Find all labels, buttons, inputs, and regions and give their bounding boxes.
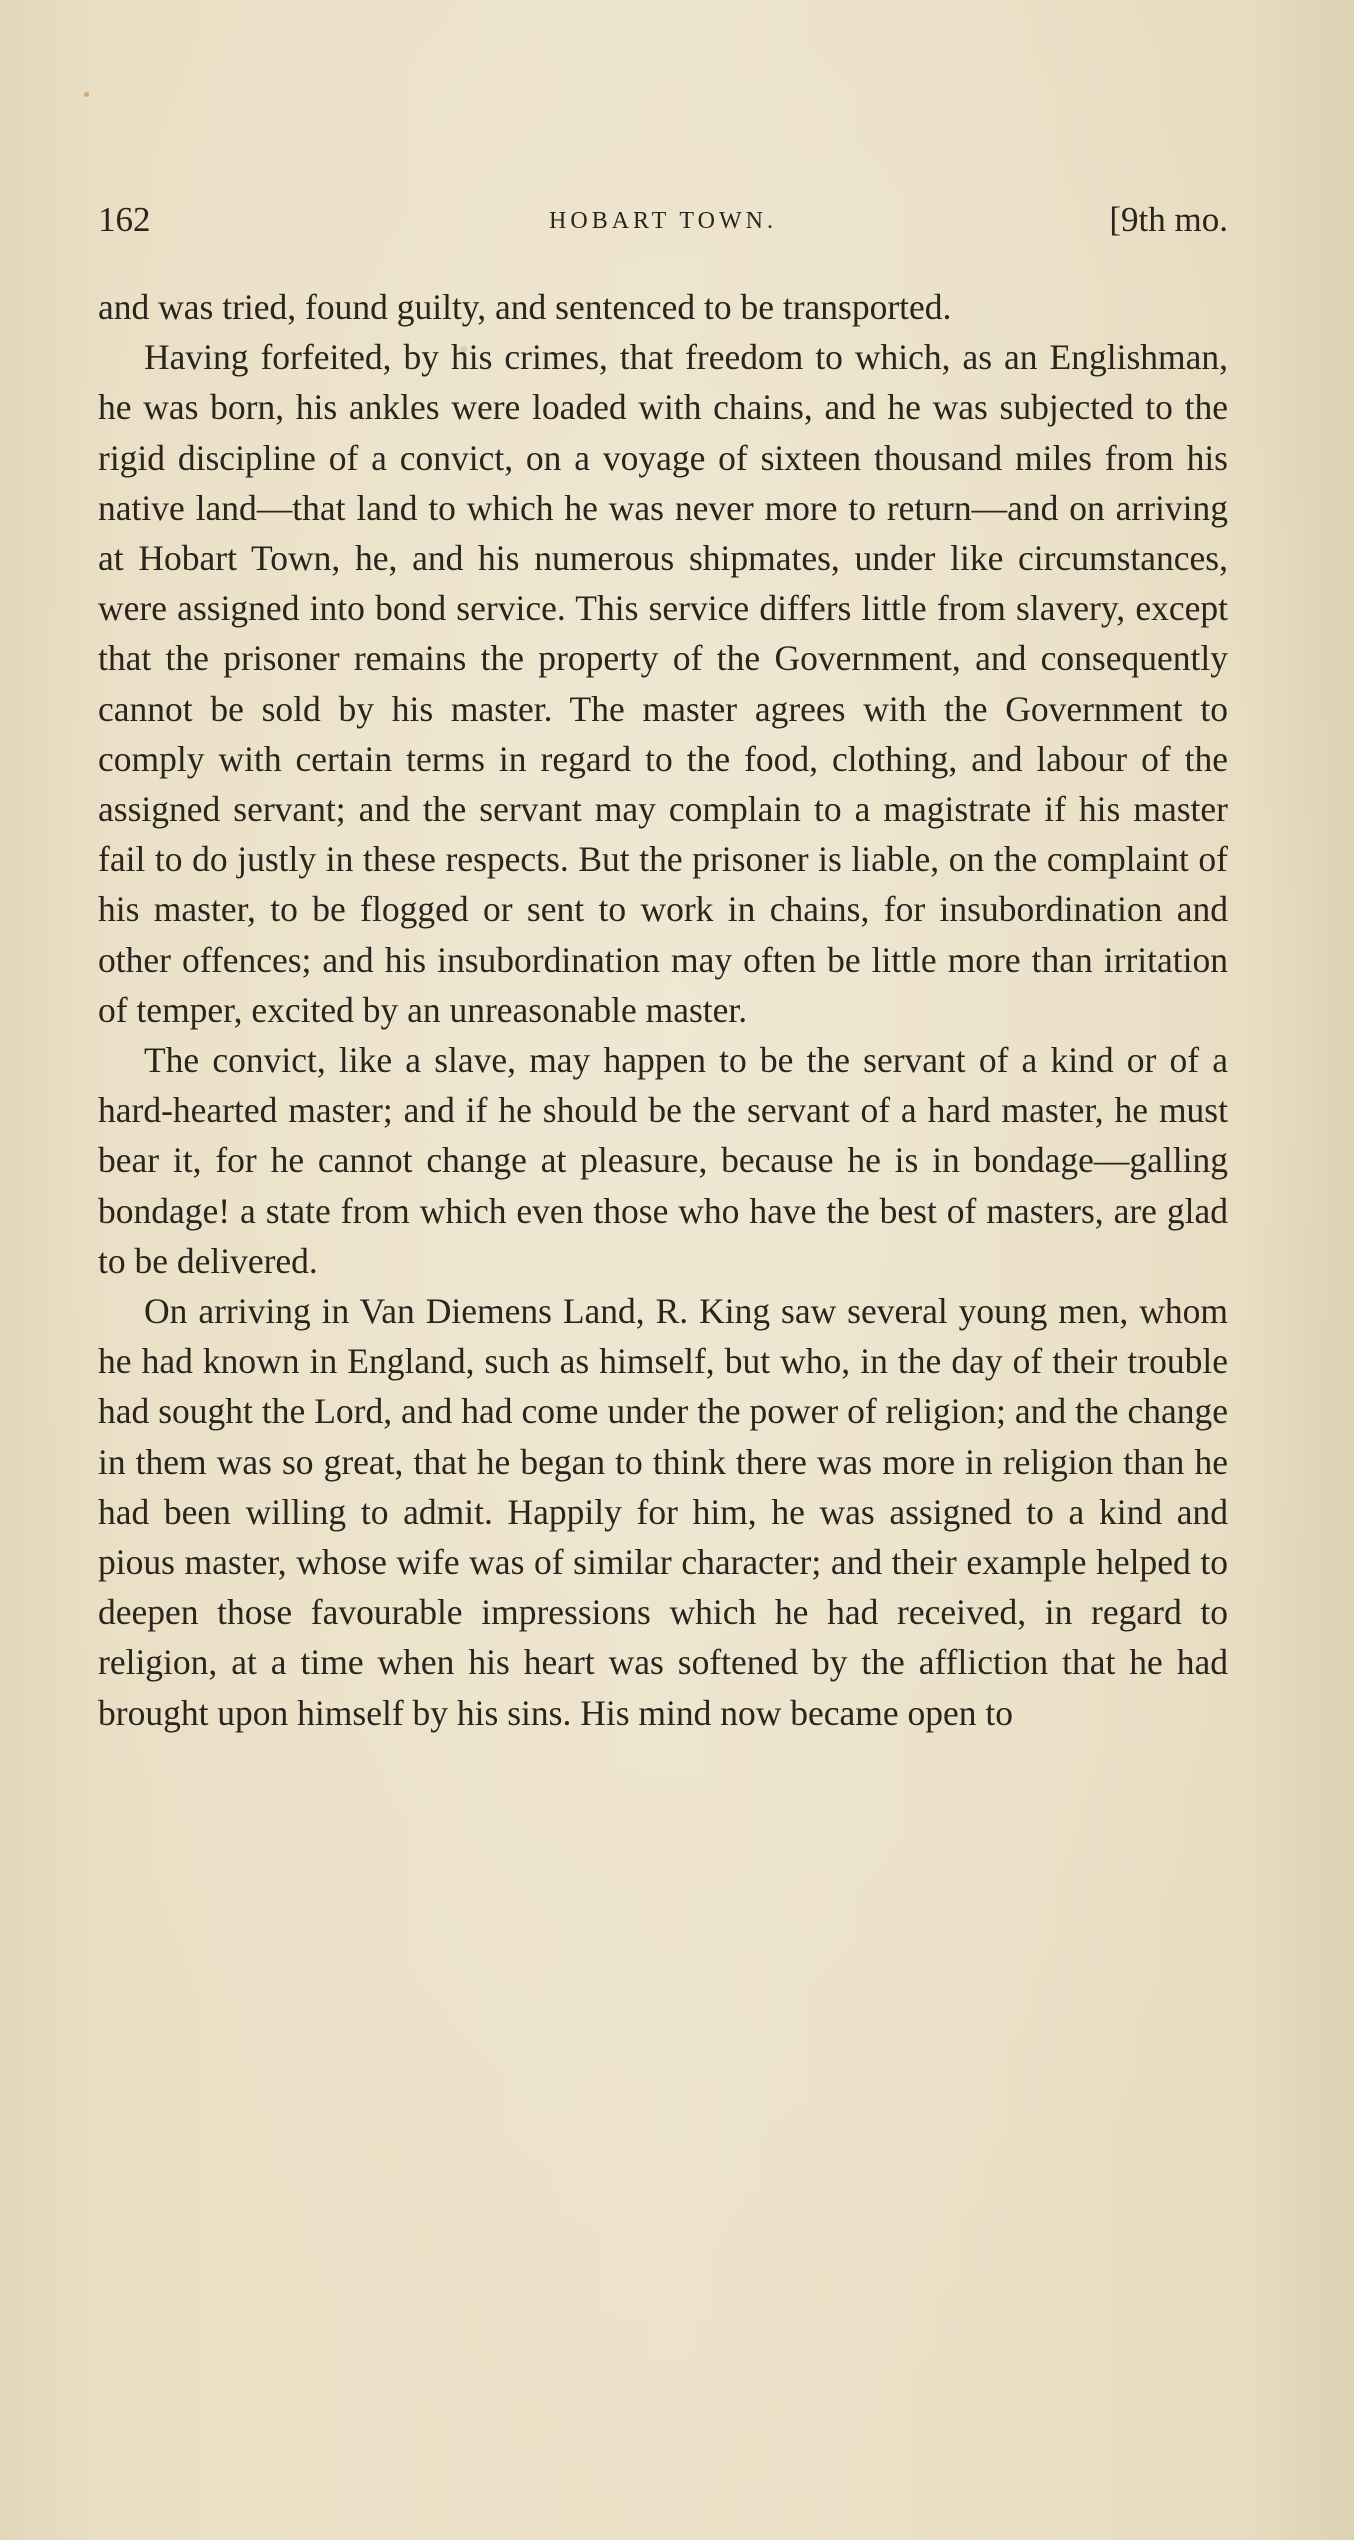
paper-speck bbox=[84, 92, 89, 97]
paragraph: and was tried, found guilty, and sentenced to be transported. bbox=[98, 287, 952, 327]
body-text bbox=[98, 282, 1228, 1738]
paragraph: On arriving in Van Diemens Land, R. King saw several young men, whom he had known in England, such as himself, but who, in the day of their trouble had sought the Lord, and had come under the power of religion; and the change in them was so great, that he began to think there was more in religion than he had been willing to admit. Happily for him, he was assigned to a kind and pious master, whose wife was of similar character; and their example helped to deepen those favourable impressions which he had received, in regard to religion, at a time when his heart was softened by the affliction that he had brought upon himself by his sins. His mind now became open to bbox=[98, 1291, 1228, 1733]
page-header bbox=[98, 200, 1228, 260]
section-label: [9th mo. bbox=[1109, 200, 1228, 239]
running-head: HOBART TOWN. bbox=[549, 208, 777, 234]
paragraph: Having forfeited, by his crimes, that freedom to which, as an Englishman, he was born, his ankles were loaded with chains, and he was subjected to the rigid discipline of a convict, on a voyage of sixteen thousand miles from his native land—that land to which he was never more to return—and on arriving at Hobart Town, he, and his numerous shipmates, under like circumstances, were assigned into bond service. This service differs little from slavery, except that the prisoner remains the property of the Government, and consequently cannot be sold by his master. The master agrees with the Government to comply with certain terms in regard to the food, clothing, and labour of the assigned servant; and the servant may complain to a magistrate if his master fail to do justly in these respects. But the prisoner is liable, on the complaint of his master, to be flogged or sent to work in chains, for insubordination and other offences; and his insubordination may often be little more than irritation of temper, excited by an unreasonable master. bbox=[98, 337, 1228, 1030]
paragraph: The convict, like a slave, may happen to be the servant of a kind or of a hard-hearted master; and if he should be the servant of a hard master, he must bear it, for he cannot change at pleasure, because he is in bondage—galling bondage! a state from which even those who have the best of masters, are glad to be delivered. bbox=[98, 1040, 1228, 1281]
page-number: 162 bbox=[98, 200, 151, 239]
